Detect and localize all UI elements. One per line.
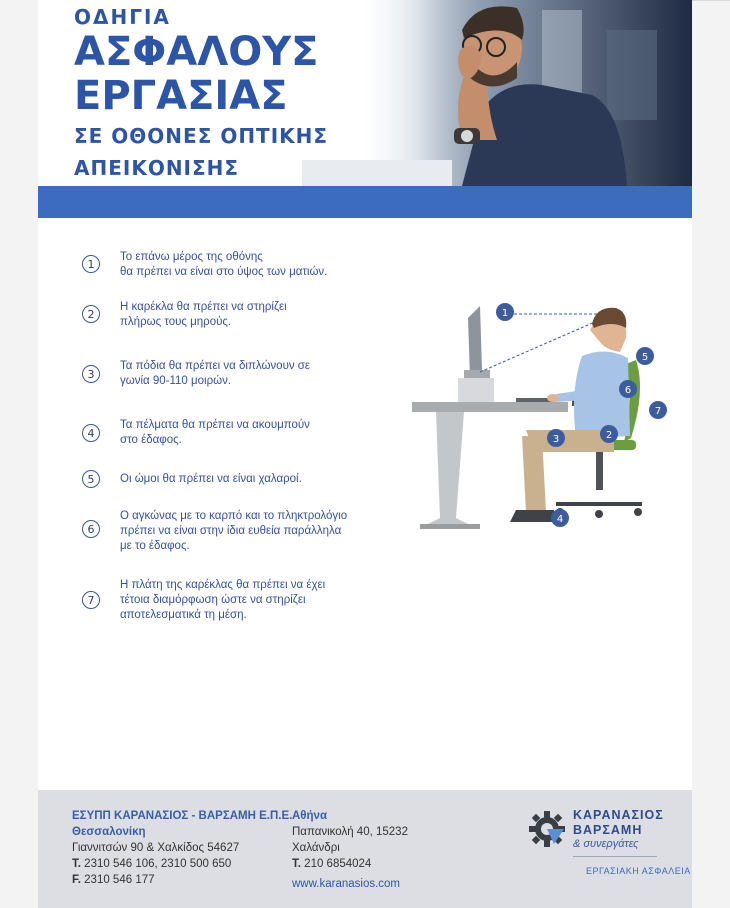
fax-thessaloniki: F. 2310 546 177 — [72, 874, 155, 886]
step-text: Τα πέλματα θα πρέπει να ακουμπούν στο έδαφος. — [120, 419, 310, 446]
phone-thessaloniki: Τ. 2310 546 106, 2310 500 650 — [72, 858, 232, 870]
website-link[interactable]: www.karanasios.com — [292, 878, 401, 890]
marker-label-3: 3 — [552, 434, 560, 445]
step-item-6 — [82, 509, 347, 554]
title-line-4: ΣΕ ΟΘΟΝΕΣ ΟΠΤΙΚΗΣ — [74, 124, 329, 148]
step-number: 1 — [82, 255, 100, 273]
header-hero — [38, 0, 692, 186]
step-item-5 — [82, 470, 302, 488]
city-thessaloniki: Θεσσαλονίκη — [72, 826, 146, 838]
title-block — [74, 4, 328, 182]
step-number: 5 — [82, 470, 100, 488]
step-item-1 — [82, 250, 327, 280]
footer-athens — [292, 808, 408, 892]
phone-athens: Τ. 210 6854024 — [292, 858, 372, 870]
brand-line-1: ΚΑΡΑΝΑΣΙΟΣ — [573, 808, 664, 822]
marker-label-1: 1 — [501, 308, 509, 319]
step-item-2 — [82, 300, 287, 330]
step-text: Η πλάτη της καρέκλας θα πρέπει να έχει τέτοια διαμόρφωση ώστε να στηρίζει αποτελεσματικά τη μέση. — [120, 579, 326, 621]
brand-line-3: & συνεργάτες — [573, 838, 639, 850]
gear-logo-icon — [528, 810, 566, 848]
title-line-5: ΑΠΕΙΚΟΝΙΣΗΣ — [74, 156, 240, 180]
office-worker-photo — [392, 0, 692, 186]
step-text: Η καρέκλα θα πρέπει να στηρίζει πλήρως τους μηρούς. — [120, 301, 287, 328]
brand-tagline: ΕΡΓΑΣΙΑΚΗ ΑΣΦΑΛΕΙΑ — [586, 866, 691, 876]
step-text: Ο αγκώνας με το καρπό και το πληκτρολόγιο πρέπει να είναι στην ίδια ευθεία παράλληλα με το έδαφος. — [120, 510, 348, 552]
step-number: 2 — [82, 305, 100, 323]
marker-label-2: 2 — [605, 430, 613, 441]
address-thessaloniki: Γιαννιτσών 90 & Χαλκίδος 54627 — [72, 842, 240, 854]
title-line-2: ΑΣΦΑΛΟΥΣ — [74, 29, 319, 75]
step-item-4 — [82, 418, 310, 448]
brand-line-2: ΒΑΡΣΑΜΗ — [573, 823, 643, 837]
brand-divider — [573, 856, 657, 857]
document-page — [38, 0, 692, 908]
marker-label-6: 6 — [624, 385, 632, 396]
marker-label-4: 4 — [556, 514, 564, 525]
step-item-3 — [82, 359, 310, 389]
top-edge-line — [692, 0, 730, 1]
step-number: 4 — [82, 424, 100, 442]
step-text: Τα πόδια θα πρέπει να διπλώνουν σε γωνία 90-110 μοιρών. — [120, 360, 311, 387]
company-name: ΕΣΥΠΠ ΚΑΡΑΝΑΣΙΟΣ - ΒΑΡΣΑΜΗ Ε.Π.Ε. — [72, 810, 293, 822]
city-athens: Αθήνα — [292, 810, 328, 822]
step-text: Οι ώμοι θα πρέπει να είναι χαλαροί. — [120, 473, 302, 485]
footer-thessaloniki — [72, 808, 292, 888]
step-number: 3 — [82, 365, 100, 383]
header-band — [38, 186, 692, 218]
address-athens: Παπανικολή 40, 15232 — [292, 826, 408, 838]
marker-label-7: 7 — [654, 406, 662, 417]
step-item-7 — [82, 578, 325, 623]
title-line-1: ΟΔΗΓΙΑ — [74, 5, 171, 29]
step-text: Το επάνω μέρος της οθόνης θα πρέπει να είναι στο ύψος των ματιών. — [120, 251, 328, 278]
marker-label-5: 5 — [641, 352, 649, 363]
step-number: 6 — [82, 520, 100, 538]
address-athens-area: Χαλάνδρι — [292, 842, 340, 854]
brand-name — [573, 808, 664, 850]
title-line-3: ΕΡΓΑΣΙΑΣ — [74, 73, 288, 119]
ergonomic-workstation-illustration — [406, 290, 662, 550]
step-number: 7 — [82, 591, 100, 609]
